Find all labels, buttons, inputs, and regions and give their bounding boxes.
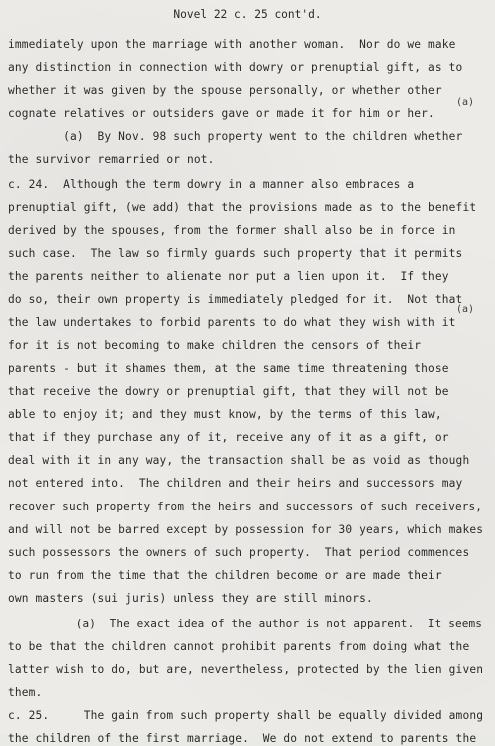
text-line: parents - but it shames them, at the same time threatening those bbox=[8, 362, 449, 375]
text-line: not entered into. The children and their heirs and successors may bbox=[8, 477, 463, 490]
text-line: cognate relatives or outsiders gave or made it for him or her. bbox=[8, 107, 435, 120]
text-line: prenuptial gift, (we add) that the provisions made as to the benefit bbox=[8, 201, 477, 214]
text-line: own masters (sui juris) unless they are still minors. bbox=[8, 592, 373, 605]
text-line: the survivor remarried or not. bbox=[8, 153, 215, 166]
text-line: such possessors the owners of such property. That period commences bbox=[8, 546, 470, 559]
page-header: Novel 22 c. 25 cont'd. bbox=[173, 8, 322, 21]
text-line: any distinction in connection with dowry or prenuptial gift, as to bbox=[8, 61, 463, 74]
text-line: able to enjoy it; and they must know, by the terms of this law, bbox=[8, 408, 442, 421]
text-line: whether it was given by the spouse personally, or whether other bbox=[8, 84, 442, 97]
text-line: do so, their own property is immediately pledged for it. Not that bbox=[8, 293, 463, 306]
text-line: immediately upon the marriage with another woman. Nor do we make bbox=[8, 38, 456, 51]
text-line: deal with it in any way, the transaction shall be as void as though bbox=[8, 454, 470, 467]
text-line: (a) The exact idea of the author is not apparent. It seems bbox=[8, 617, 483, 630]
text-line: the children of the first marriage. We do not extend to parents the bbox=[8, 732, 477, 745]
margin-note: (a) bbox=[456, 304, 475, 315]
text-line: to be that the children cannot prohibit parents from doing what the bbox=[8, 640, 470, 653]
margin-note: (a) bbox=[456, 97, 475, 108]
text-line: and will not be barred except by possession for 30 years, which makes bbox=[8, 523, 484, 536]
text-line: such case. The law so firmly guards such property that it permits bbox=[8, 247, 463, 260]
text-line: c. 24. Although the term dowry in a manner also embraces a bbox=[8, 178, 415, 191]
text-line: that receive the dowry or prenuptial gift, that they will not be bbox=[8, 385, 449, 398]
text-line: (a) By Nov. 98 such property went to the children whether bbox=[8, 130, 463, 143]
text-line: c. 25. The gain from such property shall be equally divided among bbox=[8, 709, 484, 722]
text-line: latter wish to do, but are, nevertheless, protected by the lien given bbox=[8, 663, 484, 676]
text-line: to run from the time that the children become or are made their bbox=[8, 569, 442, 582]
text-line: the parents neither to alienate nor put a lien upon it. If they bbox=[8, 270, 449, 283]
text-line: recover such property from the heirs and successors of such receivers, bbox=[8, 500, 483, 513]
text-line: that if they purchase any of it, receive any of it as a gift, or bbox=[8, 431, 449, 444]
text-line: them. bbox=[8, 686, 43, 699]
text-line: derived by the spouses, from the former shall also be in force in bbox=[8, 224, 456, 237]
text-line: for it is not becoming to make children the censors of their bbox=[8, 339, 422, 352]
text-line: the law undertakes to forbid parents to do what they wish with it bbox=[8, 316, 456, 329]
